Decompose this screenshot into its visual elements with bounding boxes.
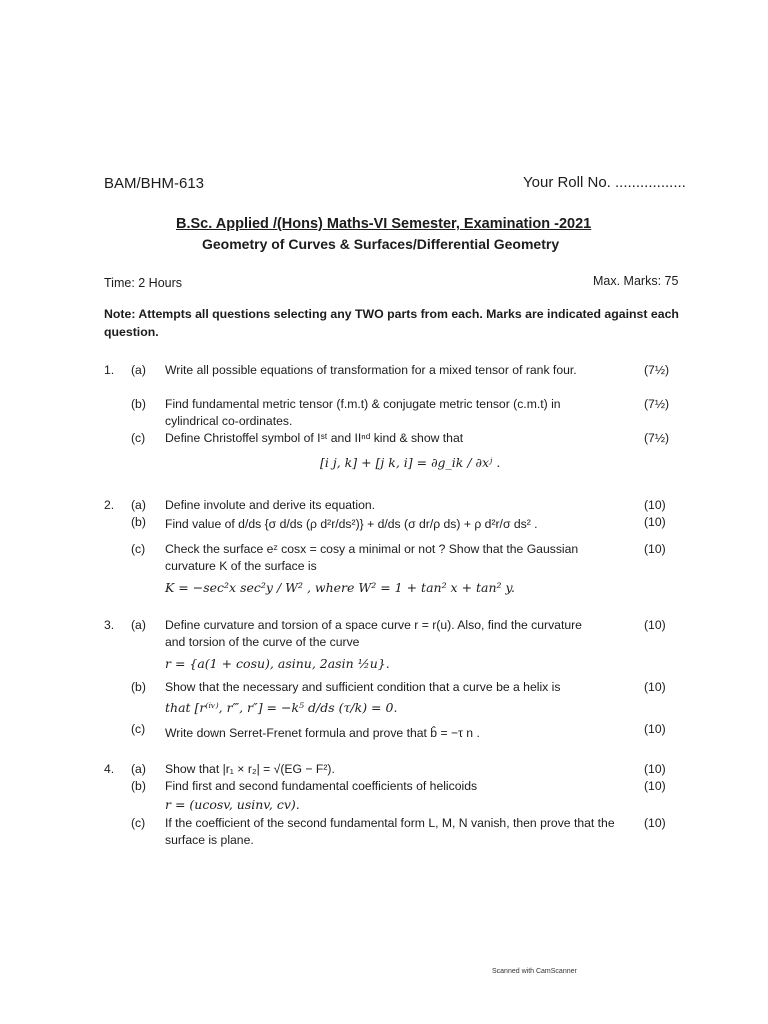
time-allowed: Time: 2 Hours [104, 276, 183, 290]
question-number: 3. [104, 618, 115, 632]
question-number: 4. [104, 762, 115, 776]
formula: r = (ucosv, usinv, cv). [165, 797, 300, 812]
question-text: If the coefficient of the second fundamental form L, M, N vanish, then prove that the surface is plane. [165, 816, 615, 847]
part-label: (a) [131, 498, 146, 512]
question-number: 2. [104, 498, 115, 512]
max-marks: Max. Marks: 75 [593, 274, 679, 288]
question-text: Define involute and derive its equation. [165, 498, 376, 512]
marks: (10) [644, 779, 666, 793]
part-label: (b) [131, 680, 146, 694]
question-number: 1. [104, 363, 115, 377]
part-label: (c) [131, 816, 146, 830]
marks: (10) [644, 762, 666, 776]
question-text: Write all possible equations of transformation for a mixed tensor of rank four. [165, 363, 577, 377]
marks: (7½) [644, 363, 670, 377]
part-label: (c) [131, 722, 146, 736]
marks: (10) [644, 680, 666, 694]
formula: that [r⁽ⁱᵛ⁾, r‴, r″] = −k⁵ d/ds (τ/k) = 0. [165, 700, 398, 715]
part-label: (a) [131, 363, 146, 377]
marks: (10) [644, 498, 666, 512]
question-text: Check the surface eᶻ cosx = cosy a minimal or not ? Show that the Gaussian curvature K of the surface is [165, 542, 579, 573]
question-text: Find value of d/ds {σ d/ds (ρ d²r/ds²)} + d/ds (σ dr/ρ ds) + ρ d²r/σ ds² . [165, 517, 538, 531]
part-label: (c) [131, 431, 146, 445]
marks: (7½) [644, 431, 670, 445]
paper-code: BAM/BHM-613 [104, 175, 205, 192]
formula: r = {a(1 + cosu), asinu, 2asin ½u}. [165, 656, 390, 671]
course-title: Geometry of Curves & Surfaces/Differential Geometry [202, 236, 560, 252]
question-text: Show that the necessary and sufficient condition that a curve be a helix is [165, 680, 561, 694]
question-text: Write down Serret-Frenet formula and prove that b̂ = −τ n . [165, 726, 480, 740]
part-label: (b) [131, 779, 146, 793]
exam-title: B.Sc. Applied /(Hons) Maths-VI Semester, Examination -2021 [176, 216, 592, 232]
formula: [i j, k] + [j k, i] = ∂g_ik / ∂xʲ . [320, 455, 501, 470]
marks: (10) [644, 722, 666, 736]
scanner-watermark: Scanned with CamScanner [492, 968, 577, 975]
marks: (10) [644, 542, 666, 556]
part-label: (b) [131, 515, 146, 529]
part-label: (c) [131, 542, 146, 556]
part-label: (b) [131, 397, 146, 411]
roll-number-label: Your Roll No. ................. [523, 174, 686, 191]
question-text: Find first and second fundamental coefficients of helicoids [165, 779, 478, 793]
marks: (10) [644, 618, 666, 632]
formula: K = −sec²x sec²y / W² , where W² = 1 + tan² x + tan² y. [165, 580, 515, 595]
question-text: Define curvature and torsion of a space curve r = r(u). Also, find the curvature and torsion of the curve of the curve [165, 618, 582, 649]
marks: (10) [644, 515, 666, 529]
marks: (10) [644, 816, 666, 830]
instructions-note: Note: Attempts all questions selecting any TWO parts from each. Marks are indicated against each question. [104, 307, 679, 339]
part-label: (a) [131, 762, 146, 776]
question-text: Define Christoffel symbol of Iˢᵗ and IIⁿᵈ kind & show that [165, 431, 464, 445]
marks: (7½) [644, 397, 670, 411]
question-text: Show that |r₁ × r₂| = √(EG − F²). [165, 762, 335, 776]
part-label: (a) [131, 618, 146, 632]
question-text: Find fundamental metric tensor (f.m.t) & conjugate metric tensor (c.m.t) in cylindrical co-ordinates. [165, 397, 561, 428]
